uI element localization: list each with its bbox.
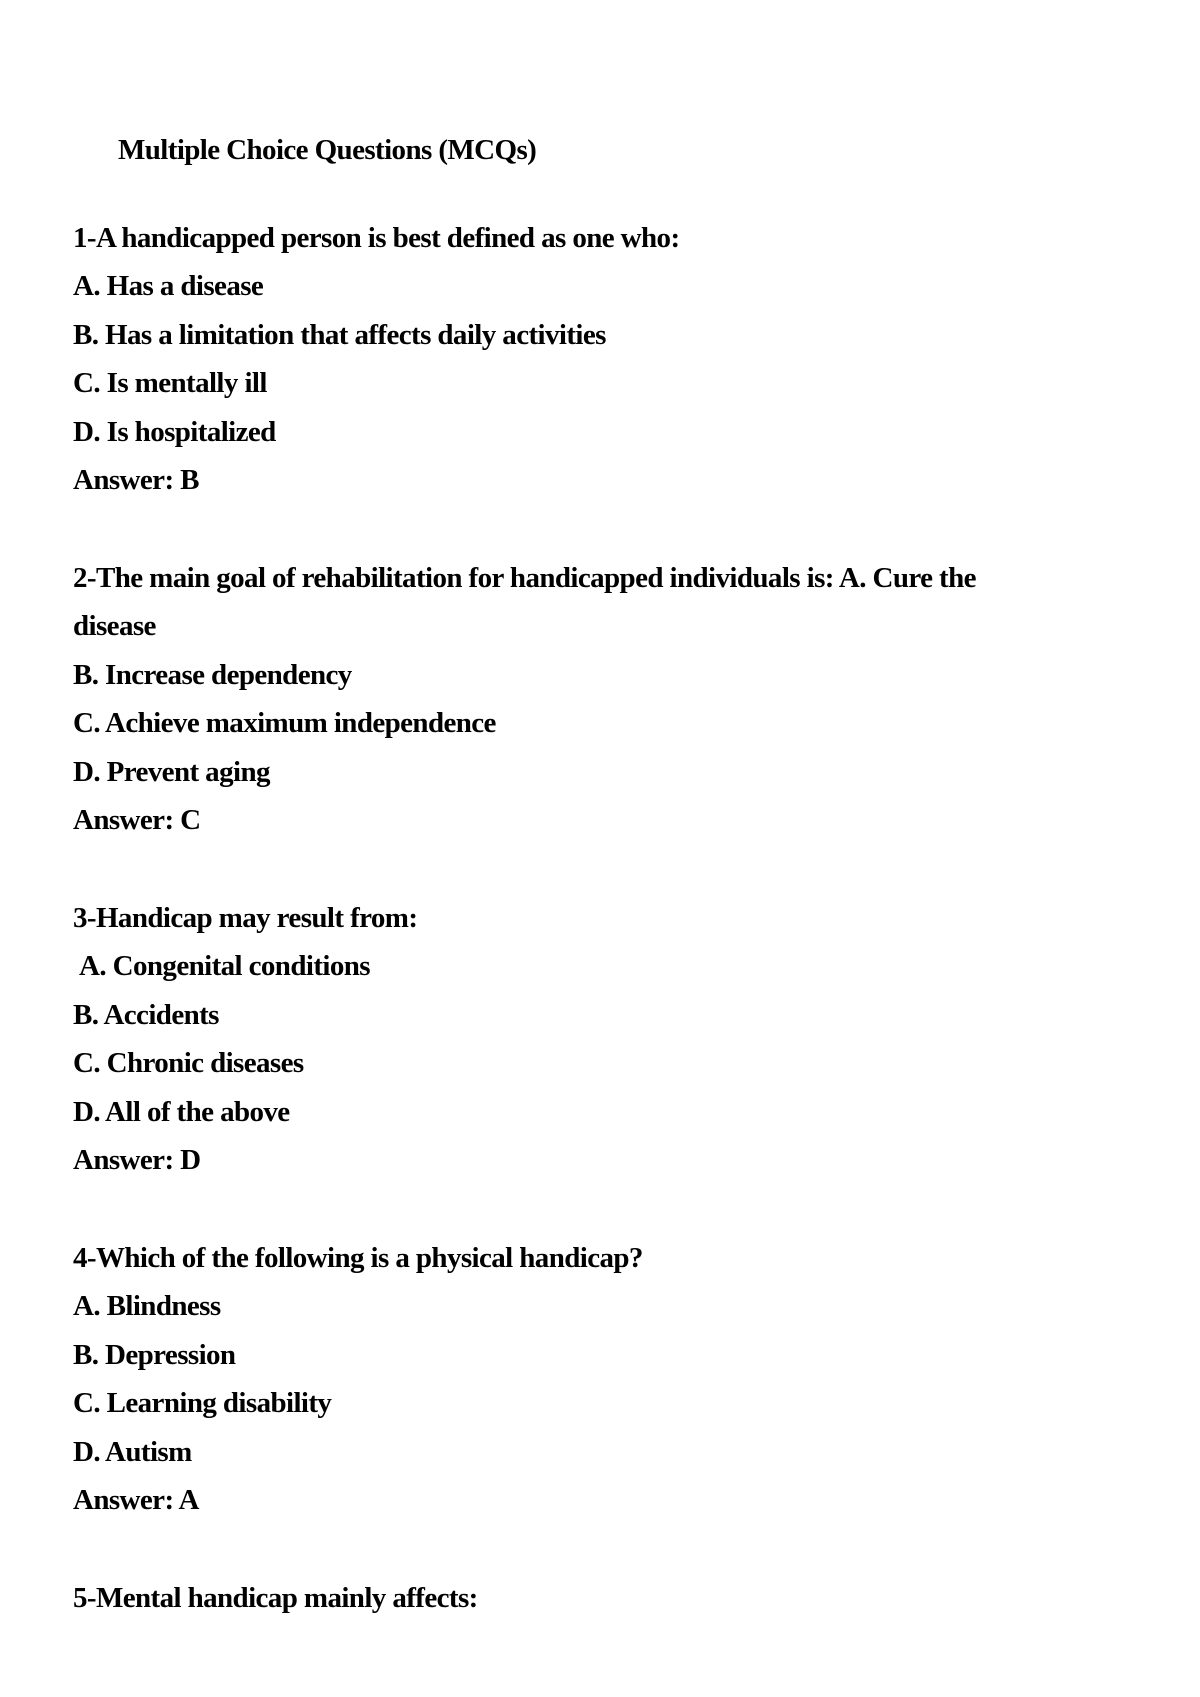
question-3-option-a: A. Congenital conditions: [79, 950, 370, 982]
question-3-option-d: D. All of the above: [73, 1096, 290, 1128]
question-2-option-c: C. Achieve maximum independence: [73, 707, 496, 739]
question-4-text: 4-Which of the following is a physical handicap?: [73, 1242, 643, 1274]
question-2-option-b: B. Increase dependency: [73, 659, 352, 691]
question-5-text: 5-Mental handicap mainly affects:: [73, 1582, 478, 1614]
question-3-answer: Answer: D: [73, 1144, 201, 1176]
question-4-option-a: A. Blindness: [73, 1290, 221, 1322]
question-4-option-b: B. Depression: [73, 1339, 236, 1371]
page-title: Multiple Choice Questions (MCQs): [118, 134, 537, 166]
question-1-option-c: C. Is mentally ill: [73, 367, 267, 399]
question-1-option-a: A. Has a disease: [73, 270, 264, 302]
question-2-text-line2: disease: [73, 610, 156, 642]
question-4-option-d: D. Autism: [73, 1436, 192, 1468]
question-1-answer: Answer: B: [73, 464, 199, 496]
question-2-text-line1: 2-The main goal of rehabilitation for handicapped individuals is: A. Cure the: [73, 562, 976, 594]
question-4-answer: Answer: A: [73, 1484, 199, 1516]
question-2-option-d: D. Prevent aging: [73, 756, 270, 788]
question-4-option-c: C. Learning disability: [73, 1387, 332, 1419]
question-1-option-b: B. Has a limitation that affects daily activities: [73, 319, 606, 351]
question-3-text: 3-Handicap may result from:: [73, 902, 418, 934]
question-3-option-b: B. Accidents: [73, 999, 219, 1031]
question-2-answer: Answer: C: [73, 804, 201, 836]
question-3-option-c: C. Chronic diseases: [73, 1047, 304, 1079]
question-1-option-d: D. Is hospitalized: [73, 416, 276, 448]
question-1-text: 1-A handicapped person is best defined as one who:: [73, 222, 680, 254]
